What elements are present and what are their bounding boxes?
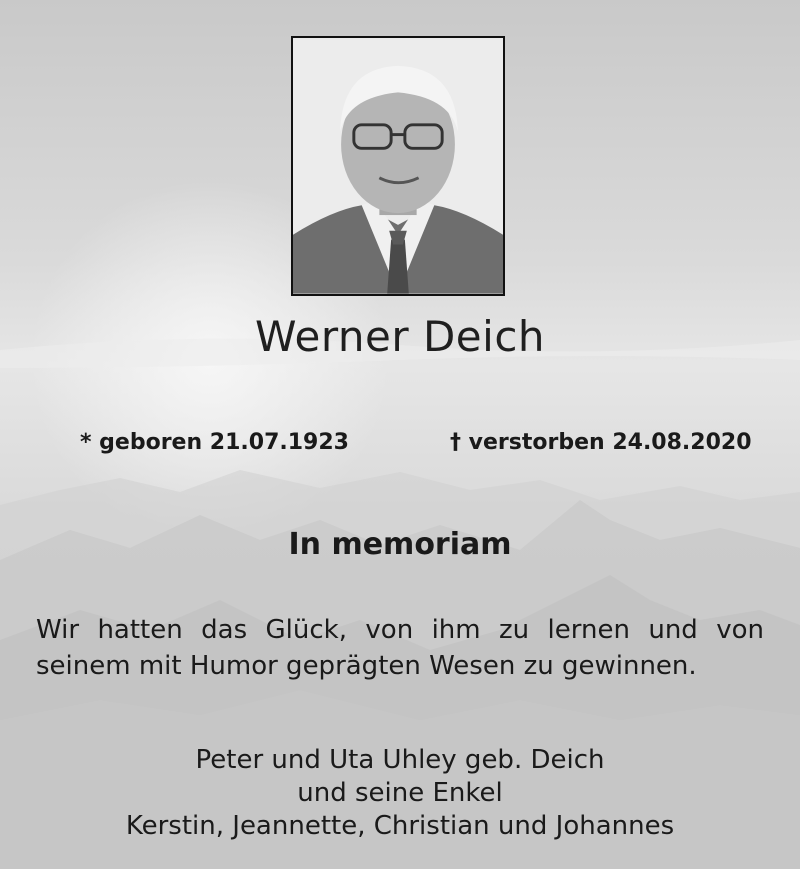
portrait-photo-icon: [293, 38, 503, 294]
portrait-photo: [291, 36, 505, 296]
deceased-name: Werner Deich: [254, 312, 546, 361]
signer-line: und seine Enkel: [297, 778, 503, 808]
memorial-message-line: Wir hatten das Glück, von ihm zu lernen und von: [36, 615, 764, 645]
birth-date: * geboren 21.07.1923: [80, 430, 349, 455]
in-memoriam-heading: In memoriam: [288, 527, 512, 562]
memorial-message: [36, 612, 764, 684]
death-date: † verstorben 24.08.2020: [450, 430, 752, 455]
signer-line: Peter und Uta Uhley geb. Deich: [195, 745, 605, 775]
memorial-message-line: seinem mit Humor geprägten Wesen zu gewinnen.: [36, 651, 697, 681]
signer-line: Kerstin, Jeannette, Christian und Johannes: [125, 811, 675, 841]
signers-block: [0, 744, 800, 843]
